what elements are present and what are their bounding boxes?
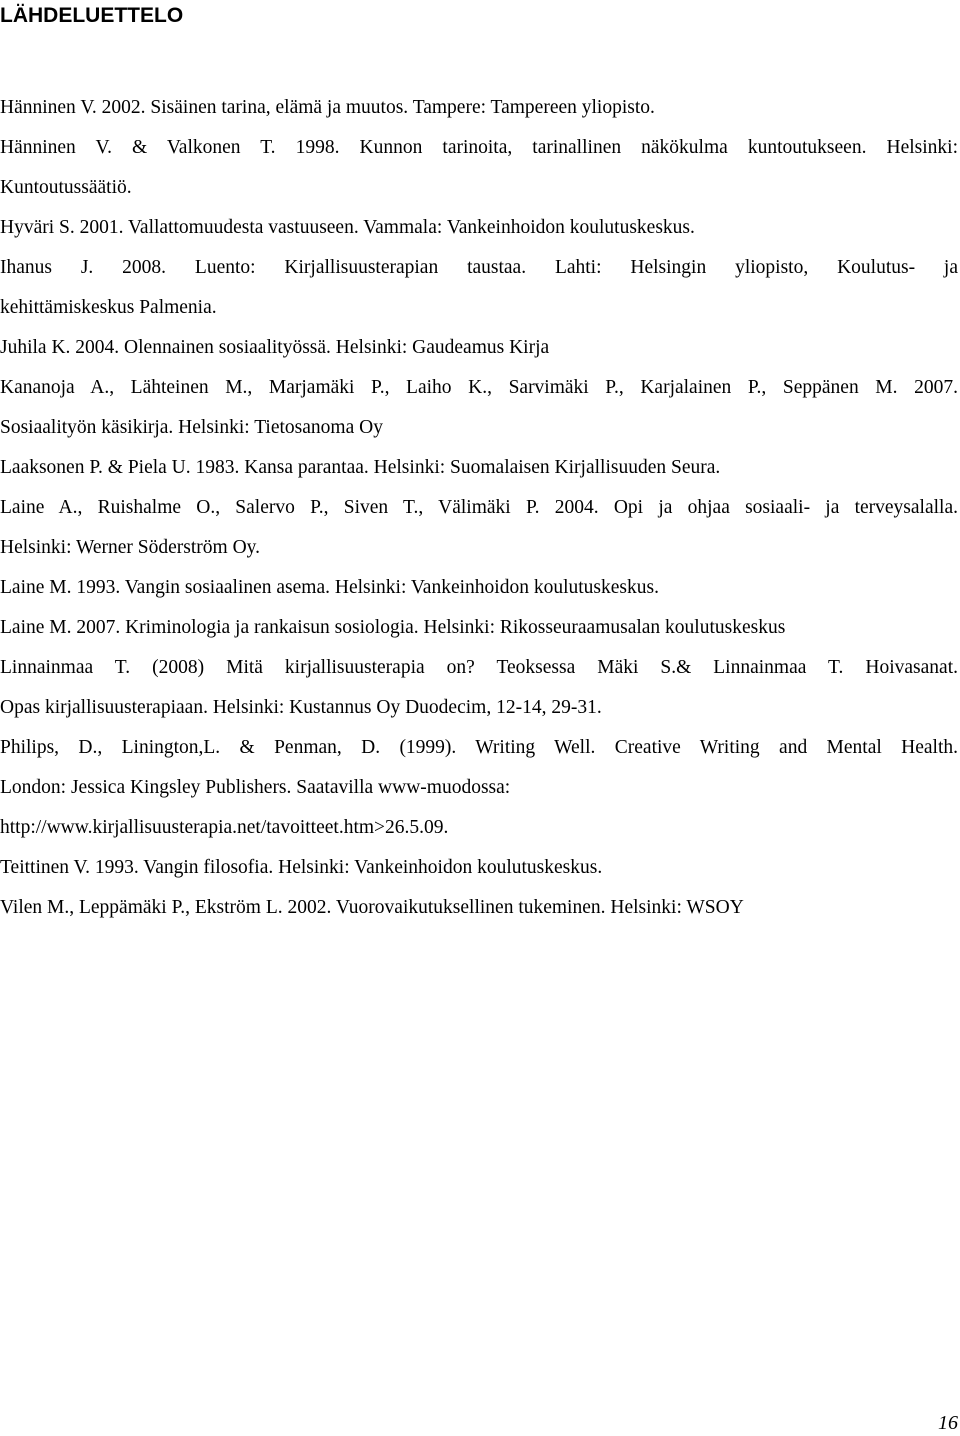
- reference-entry: [0, 608, 958, 648]
- reference-url: http://www.kirjallisuusterapia.net/tavoitteet.htm>26.5.09.: [0, 817, 449, 838]
- reference-line: Hänninen V. 2002. Sisäinen tarina, elämä ja muutos. Tampere: Tampereen yliopisto.: [0, 97, 655, 118]
- reference-line: Laine M. 2007. Kriminologia ja rankaisun sosiologia. Helsinki: Rikosseuraamusalan koulutuskeskus: [0, 617, 786, 638]
- reference-line: Philips, D., Linington,L. & Penman, D. (1999). Writing Well. Creative Writing and Mental Health.: [0, 737, 958, 758]
- reference-line: Kuntoutussäätiö.: [0, 177, 132, 198]
- page-number: 16: [938, 1412, 958, 1434]
- reference-list: [0, 88, 958, 928]
- reference-entry: [0, 728, 958, 848]
- reference-line: London: Jessica Kingsley Publishers. Saatavilla www-muodossa:: [0, 777, 511, 798]
- reference-entry: [0, 88, 958, 128]
- reference-line: Teittinen V. 1993. Vangin filosofia. Helsinki: Vankeinhoidon koulutuskeskus.: [0, 857, 603, 878]
- reference-entry: [0, 448, 958, 488]
- reference-line: Juhila K. 2004. Olennainen sosiaalityössä. Helsinki: Gaudeamus Kirja: [0, 337, 550, 358]
- reference-line: Opas kirjallisuusterapiaan. Helsinki: Kustannus Oy Duodecim, 12-14, 29-31.: [0, 697, 602, 718]
- reference-line: Hänninen V. & Valkonen T. 1998. Kunnon tarinoita, tarinallinen näkökulma kuntoutukseen. Helsinki:: [0, 137, 958, 158]
- reference-entry: [0, 248, 958, 328]
- reference-entry: [0, 328, 958, 368]
- reference-entry: [0, 888, 958, 928]
- reference-entry: [0, 368, 958, 448]
- reference-line: Laaksonen P. & Piela U. 1983. Kansa parantaa. Helsinki: Suomalaisen Kirjallisuuden Seura.: [0, 457, 721, 478]
- reference-line: Ihanus J. 2008. Luento: Kirjallisuusterapian taustaa. Lahti: Helsingin yliopisto, Koulutus- ja: [0, 257, 958, 278]
- reference-line: Linnainmaa T. (2008) Mitä kirjallisuusterapia on? Teoksessa Mäki S.& Linnainmaa T. Hoivasanat.: [0, 657, 958, 678]
- reference-entry: [0, 128, 958, 208]
- reference-entry: [0, 568, 958, 608]
- reference-entry: [0, 208, 958, 248]
- reference-entry: [0, 488, 958, 568]
- reference-line: Helsinki: Werner Söderström Oy.: [0, 537, 261, 558]
- page-title: LÄHDELUETTELO: [0, 4, 184, 27]
- reference-line: Sosiaalityön käsikirja. Helsinki: Tietosanoma Oy: [0, 417, 383, 438]
- reference-line: Hyväri S. 2001. Vallattomuudesta vastuuseen. Vammala: Vankeinhoidon koulutuskeskus.: [0, 217, 695, 238]
- reference-line: kehittämiskeskus Palmenia.: [0, 297, 217, 318]
- reference-line: Kananoja A., Lähteinen M., Marjamäki P., Laiho K., Sarvimäki P., Karjalainen P., Seppänen M. 2007.: [0, 377, 958, 398]
- reference-line: Laine M. 1993. Vangin sosiaalinen asema. Helsinki: Vankeinhoidon koulutuskeskus.: [0, 577, 659, 598]
- reference-line: Laine A., Ruishalme O., Salervo P., Siven T., Välimäki P. 2004. Opi ja ohjaa sosiaali- ja terveysalalla.: [0, 497, 958, 518]
- reference-entry: [0, 648, 958, 728]
- reference-line: Vilen M., Leppämäki P., Ekström L. 2002. Vuorovaikutuksellinen tukeminen. Helsinki: WSOY: [0, 897, 744, 918]
- reference-entry: [0, 848, 958, 888]
